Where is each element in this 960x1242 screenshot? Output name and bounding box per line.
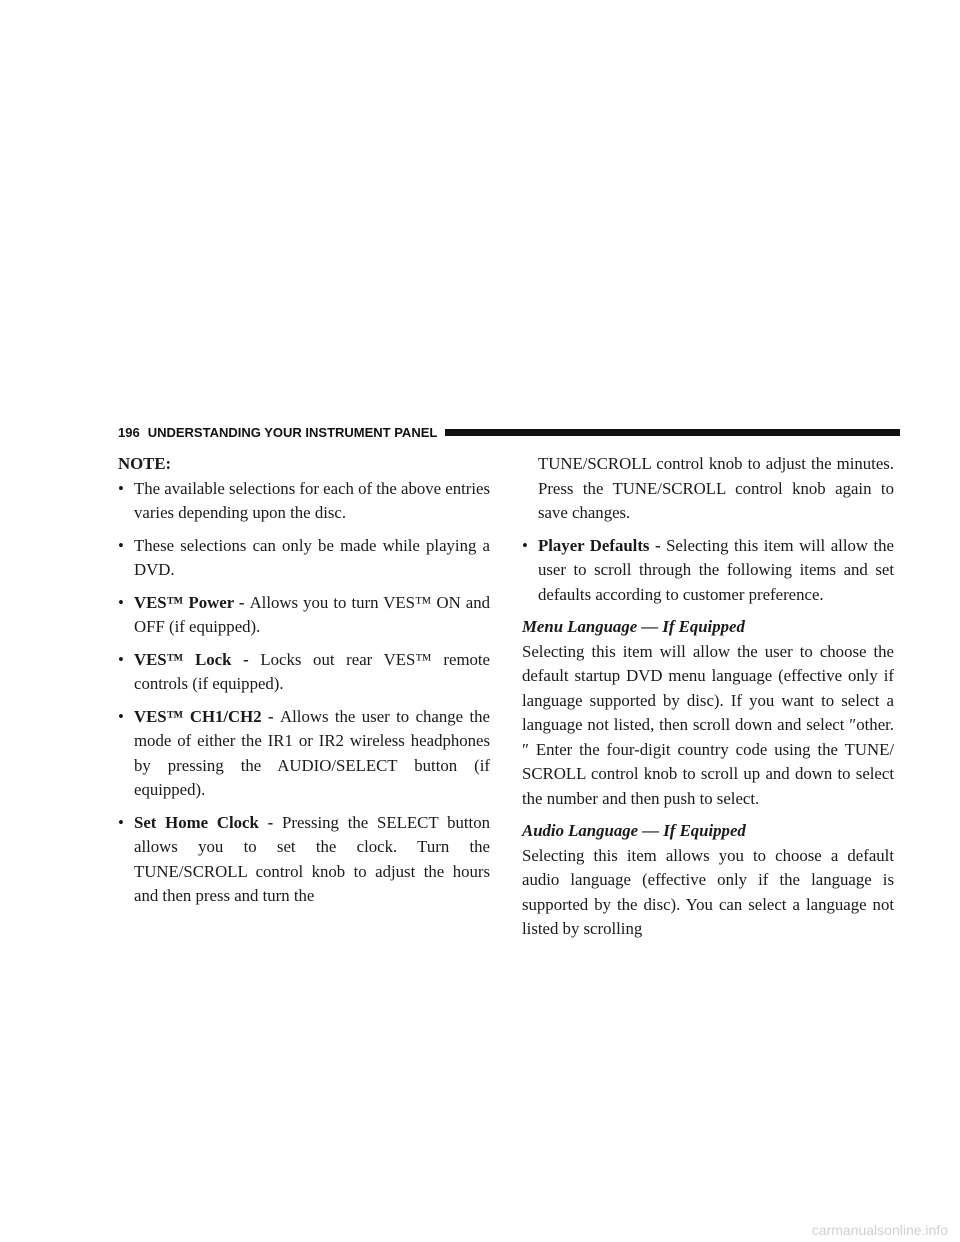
item-text: The available selections for each of the above entries varies depending upon the disc. [134,478,490,522]
item-text: Selecting this item will allow the user to scroll through the following items and set defaults according to customer preference. [538,535,894,604]
page-number: 196 [118,424,140,440]
player-defaults-list [522,534,894,608]
item-term: Set Home Clock - [134,812,283,832]
audio-language-body: Selecting this item allows you to choose a default audio language (effective only if the language is supported by the disc). You can select a language not listed by scrolling [522,845,894,938]
bullet-icon: • [118,706,124,726]
item-term: VES™ CH1/CH2 - [134,706,280,726]
list-item [118,591,490,640]
item-term: VES™ Power - [134,592,250,612]
header-rule [445,429,900,436]
list-item [118,534,490,583]
bullet-icon: • [118,535,124,555]
menu-language-body: Selecting this item will allow the user to choose the default startup DVD menu language (effective only if language supported by disc). If you want to select a language not listed, then scroll down and select ″other.″ Enter the four-digit country code using the TUNE/ SCROLL control knob to scroll up and down to select the number and then push to select. [522,641,894,808]
left-column [118,452,490,917]
item-text: These selections can only be made while playing a DVD. [134,535,490,579]
list-item [522,534,894,608]
menu-language-heading: Menu Language — If Equipped [522,617,745,636]
right-column [522,452,894,950]
note-label: NOTE: [118,454,172,473]
bullet-icon: • [118,592,124,612]
bullet-icon: • [118,812,124,832]
bullet-icon: • [118,478,124,498]
bullet-icon: • [522,535,528,555]
list-item [118,811,490,909]
audio-language-heading: Audio Language — If Equipped [522,821,746,840]
note-bullet-list [118,477,490,909]
bullet-icon: • [118,649,124,669]
item-term: VES™ Lock - [134,649,261,669]
item-term: Player Defaults - [538,535,667,555]
list-item [118,477,490,526]
item-text: Allows the user to change the mode of either the IR1 or IR2 wireless headphones by pressing the AUDIO/SELECT button (if equipped). [134,706,490,799]
page-header [118,424,900,440]
item-text: Allows you to turn VES™ ON and OFF (if equipped). [134,592,490,636]
section-title: UNDERSTANDING YOUR INSTRUMENT PANEL [147,424,438,440]
site-watermark: carmanualsonline.info [811,1222,948,1238]
item-text: Locks out rear VES™ remote controls (if equipped). [134,649,490,693]
list-item [118,705,490,803]
continued-text: TUNE/SCROLL control knob to adjust the minutes. Press the TUNE/SCROLL control knob again to save changes. [538,454,894,522]
list-item [118,648,490,697]
item-text: Pressing the SELECT button allows you to set the clock. Turn the TUNE/SCROLL control knob to adjust the hours and then press and turn the [134,812,490,905]
